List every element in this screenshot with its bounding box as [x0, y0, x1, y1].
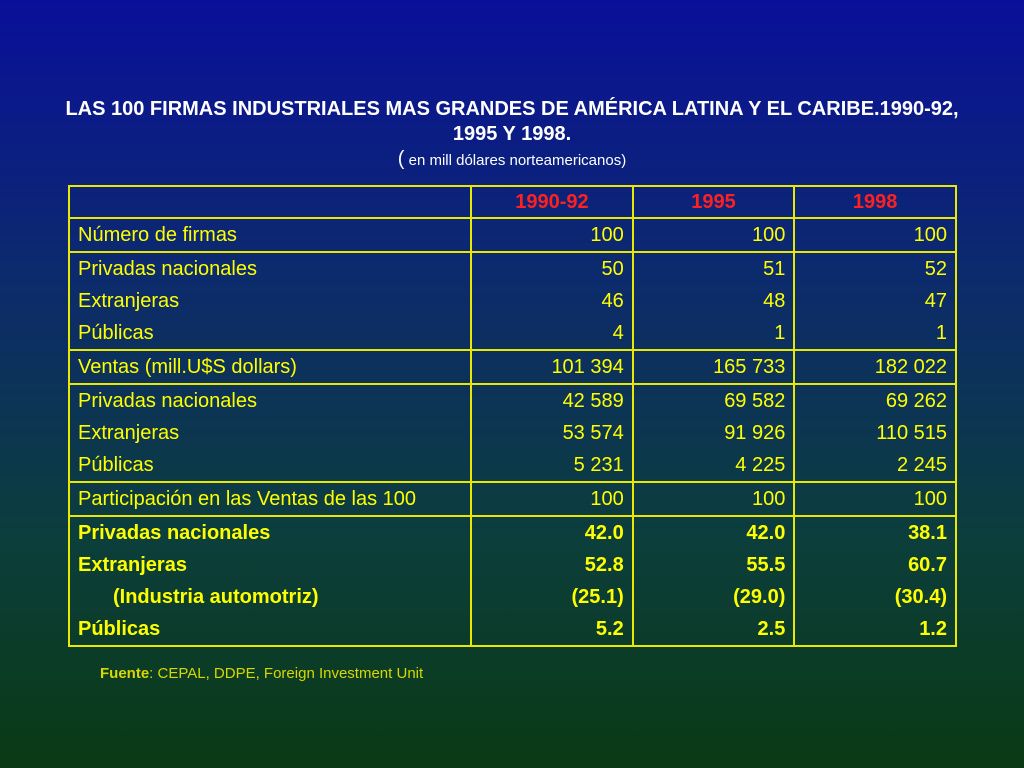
value-cell: 100 [633, 482, 795, 516]
value-cells: 38.1 60.7 (30.4) 1.2 [794, 516, 956, 646]
page-title: LAS 100 FIRMAS INDUSTRIALES MAS GRANDES DE AMÉRICA LATINA Y EL CARIBE.1990-92, 1995 Y 1998. [65, 98, 959, 145]
data-table [68, 185, 957, 647]
group-heading-row [69, 218, 956, 252]
value-cells: 42 589 53 574 5 231 [471, 384, 633, 482]
value-cell: 100 [471, 482, 633, 516]
value-cells: 69 582 91 926 4 225 [633, 384, 795, 482]
value-cell: 165 733 [633, 350, 795, 384]
group-heading-row [69, 482, 956, 516]
subtitle-close-paren: ) [621, 152, 627, 169]
units-subtitle [60, 149, 964, 171]
value-cells: 51 48 1 [633, 252, 795, 350]
source-note [100, 665, 423, 682]
row-label: Participación en las Ventas de las 100 [69, 482, 471, 516]
row-labels: Privadas nacionales Extranjeras Públicas [69, 384, 471, 482]
subtitle-open-paren: ( [397, 148, 405, 170]
value-cells: 50 46 4 [471, 252, 633, 350]
value-cell: 100 [471, 218, 633, 252]
group-detail-row [69, 384, 956, 482]
source-text: : CEPAL, DDPE, Foreign Investment Unit [149, 665, 424, 682]
group-heading-row [69, 350, 956, 384]
value-cells: 69 262 110 515 2 245 [794, 384, 956, 482]
subtitle-text: en mill dólares norteamericanos [408, 152, 622, 169]
value-cell: 100 [794, 482, 956, 516]
group-detail-row [69, 252, 956, 350]
value-cells: 52 47 1 [794, 252, 956, 350]
header-blank-cell [69, 186, 471, 218]
row-label: Ventas (mill.U$S dollars) [69, 350, 471, 384]
column-header: 1995 [633, 186, 795, 218]
value-cells: 42.0 55.5 (29.0) 2.5 [633, 516, 795, 646]
value-cells: 42.0 52.8 (25.1) 5.2 [471, 516, 633, 646]
value-cell: 182 022 [794, 350, 956, 384]
row-labels: Privadas nacionales Extranjeras Públicas [69, 252, 471, 350]
row-labels: Privadas nacionales Extranjeras (Industria automotriz) Públicas [69, 516, 471, 646]
column-header: 1998 [794, 186, 956, 218]
value-cell: 100 [794, 218, 956, 252]
source-label: Fuente [100, 665, 150, 682]
row-label: Número de firmas [69, 218, 471, 252]
column-header: 1990-92 [471, 186, 633, 218]
group-detail-row [69, 516, 956, 646]
value-cell: 100 [633, 218, 795, 252]
header-row [69, 186, 956, 218]
value-cell: 101 394 [471, 350, 633, 384]
